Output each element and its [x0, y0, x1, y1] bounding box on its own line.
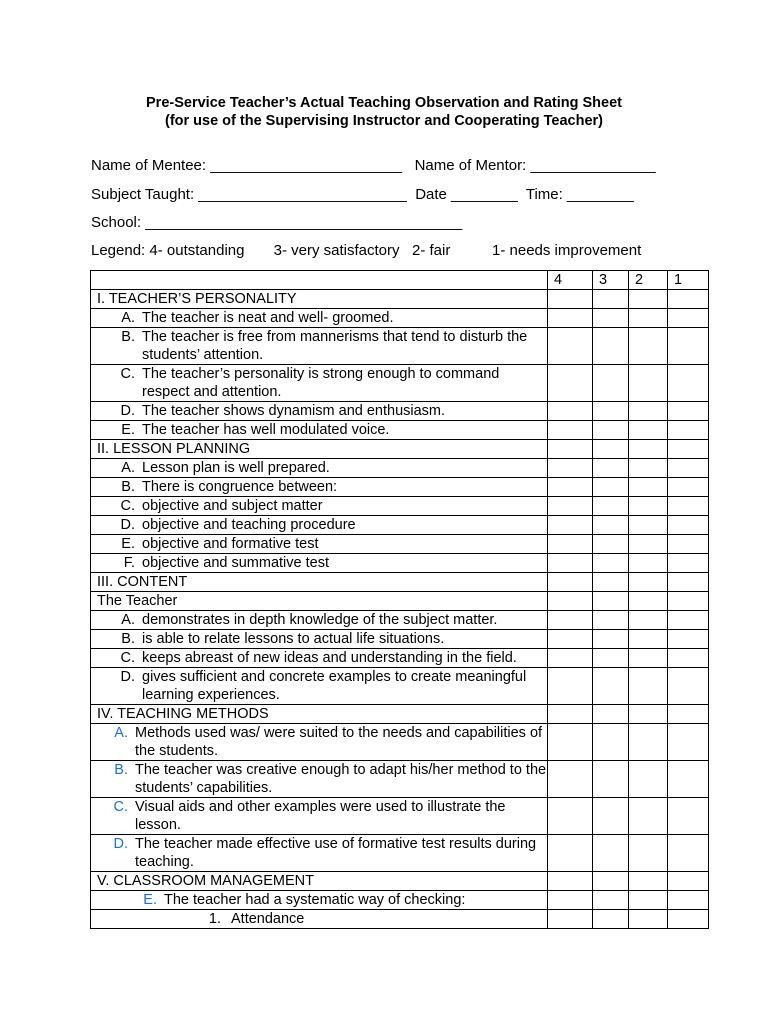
criteria-text: gives sufficient and concrete examples to create meaningful learning experiences.: [142, 669, 527, 703]
score-cell-4[interactable]: [548, 798, 593, 835]
score-cell-3[interactable]: [593, 649, 629, 668]
score-cell-4[interactable]: [548, 459, 593, 478]
score-cell-1[interactable]: [668, 365, 709, 402]
score-cell-2[interactable]: [629, 421, 668, 440]
criteria-cell: [91, 478, 548, 497]
criteria-text: There is congruence between:: [142, 479, 338, 495]
criteria-item: [97, 497, 547, 515]
score-cell-1[interactable]: [668, 573, 709, 592]
item-marker: C.: [120, 366, 135, 382]
table-row: [91, 309, 709, 328]
score-cell-1[interactable]: [668, 705, 709, 724]
title-line-2: (for use of the Supervising Instructor and Cooperating Teacher): [164, 113, 603, 129]
criteria-text: demonstrates in depth knowledge of the subject matter.: [142, 612, 498, 628]
item-marker: B.: [121, 479, 135, 495]
item-marker: A.: [121, 612, 135, 628]
score-cell-4[interactable]: [548, 290, 593, 309]
score-cell-1[interactable]: [668, 421, 709, 440]
score-cell-2[interactable]: [629, 554, 668, 573]
table-row: [91, 535, 709, 554]
score-cell-4[interactable]: [548, 554, 593, 573]
score-cell-3[interactable]: [593, 290, 629, 309]
table-header-row: [91, 271, 709, 290]
criteria-text: Lesson plan is well prepared.: [142, 460, 330, 476]
criteria-item: [97, 478, 547, 496]
criteria-cell: [91, 402, 548, 421]
header-score-2: 2: [629, 271, 668, 290]
score-cell-3[interactable]: [593, 365, 629, 402]
score-cell-4[interactable]: [548, 705, 593, 724]
item-marker: D.: [120, 669, 135, 685]
criteria-cell: [91, 891, 548, 910]
criteria-text: The teacher is free from mannerisms that tend to disturb the students’ attention.: [142, 329, 528, 363]
score-cell-3[interactable]: [593, 421, 629, 440]
score-cell-3[interactable]: [593, 516, 629, 535]
criteria-text: Attendance: [231, 911, 305, 927]
score-cell-2[interactable]: [629, 611, 668, 630]
section-row: [91, 872, 709, 891]
score-cell-1[interactable]: [668, 328, 709, 365]
criteria-text: objective and teaching procedure: [142, 517, 356, 533]
score-cell-1[interactable]: [668, 402, 709, 421]
score-cell-2[interactable]: [629, 668, 668, 705]
criteria-text: Methods used was/ were suited to the needs and capabilities of the students.: [135, 725, 543, 759]
criteria-item: [97, 611, 547, 629]
criteria-item: [97, 798, 547, 834]
criteria-text: The teacher was creative enough to adapt his/her method to the students’ capabilities.: [135, 762, 547, 796]
table-row: [91, 459, 709, 478]
table-row: [91, 724, 709, 761]
score-cell-2[interactable]: [629, 891, 668, 910]
criteria-cell: [91, 798, 548, 835]
criteria-item: [97, 516, 547, 534]
score-cell-2[interactable]: [629, 478, 668, 497]
criteria-item: [97, 835, 547, 871]
score-cell-4[interactable]: [548, 421, 593, 440]
section-row: [91, 573, 709, 592]
score-cell-3[interactable]: [593, 535, 629, 554]
score-cell-4[interactable]: [548, 630, 593, 649]
score-cell-4[interactable]: [548, 724, 593, 761]
score-cell-3[interactable]: [593, 724, 629, 761]
criteria-cell: [91, 365, 548, 402]
criteria-text: The Teacher: [97, 593, 178, 609]
score-cell-1[interactable]: [668, 630, 709, 649]
score-cell-4[interactable]: [548, 478, 593, 497]
score-cell-2[interactable]: [629, 290, 668, 309]
score-cell-4[interactable]: [548, 535, 593, 554]
table-row: [91, 497, 709, 516]
document-title: [0, 94, 768, 130]
header-score-3: 3: [593, 271, 629, 290]
criteria-text: The teacher made effective use of formative test results during teaching.: [135, 836, 537, 870]
criteria-cell: [91, 309, 548, 328]
score-cell-4[interactable]: [548, 309, 593, 328]
score-cell-3[interactable]: [593, 328, 629, 365]
section-heading: III. CONTENT: [97, 574, 188, 590]
score-cell-2[interactable]: [629, 497, 668, 516]
score-cell-4[interactable]: [548, 573, 593, 592]
criteria-text: Visual aids and other examples were used to illustrate the lesson.: [135, 799, 506, 833]
score-cell-4[interactable]: [548, 328, 593, 365]
criteria-cell: [91, 668, 548, 705]
criteria-item: [97, 328, 547, 364]
score-cell-1[interactable]: [668, 668, 709, 705]
score-cell-4[interactable]: [548, 365, 593, 402]
criteria-cell: [91, 554, 548, 573]
criteria-cell: [91, 421, 548, 440]
score-cell-2[interactable]: [629, 724, 668, 761]
score-cell-1[interactable]: [668, 592, 709, 611]
title-line-1: Pre-Service Teacher’s Actual Teaching Observation and Rating Sheet: [146, 95, 622, 111]
score-cell-1[interactable]: [668, 535, 709, 554]
score-cell-4[interactable]: [548, 910, 593, 929]
criteria-item: [97, 630, 547, 648]
table-row: [91, 365, 709, 402]
score-cell-2[interactable]: [629, 573, 668, 592]
score-cell-1[interactable]: [668, 440, 709, 459]
item-marker: B.: [121, 329, 135, 345]
score-cell-3[interactable]: [593, 630, 629, 649]
item-marker: C.: [120, 498, 135, 514]
legend: Legend: 4- outstanding 3- very satisfactory 2- fair 1- needs improvement: [91, 242, 642, 259]
criteria-item: [97, 724, 547, 760]
score-cell-4[interactable]: [548, 592, 593, 611]
item-marker: E.: [143, 892, 157, 908]
score-cell-4[interactable]: [548, 649, 593, 668]
criteria-item: [97, 365, 547, 401]
table-row: [91, 910, 709, 929]
table-row: [91, 328, 709, 365]
item-marker: B.: [114, 762, 128, 778]
school-line[interactable]: School: ______________________________________: [91, 214, 463, 231]
score-cell-2[interactable]: [629, 309, 668, 328]
criteria-item: [97, 402, 547, 420]
criteria-item: [97, 535, 547, 553]
section-row: [91, 440, 709, 459]
score-cell-2[interactable]: [629, 592, 668, 611]
score-cell-3[interactable]: [593, 872, 629, 891]
score-cell-3[interactable]: [593, 402, 629, 421]
score-cell-2[interactable]: [629, 365, 668, 402]
table-row: [91, 421, 709, 440]
score-cell-4[interactable]: [548, 835, 593, 872]
table-row: [91, 611, 709, 630]
section-heading: IV. TEACHING METHODS: [97, 706, 269, 722]
score-cell-4[interactable]: [548, 891, 593, 910]
criteria-text: objective and subject matter: [142, 498, 323, 514]
criteria-text: The teacher is neat and well- groomed.: [142, 310, 394, 326]
item-marker: F.: [123, 555, 135, 571]
table-row: [91, 516, 709, 535]
table-row: [91, 478, 709, 497]
score-cell-1[interactable]: [668, 872, 709, 891]
criteria-item: [97, 910, 547, 928]
score-cell-3[interactable]: [593, 798, 629, 835]
item-marker: A.: [121, 310, 135, 326]
score-cell-4[interactable]: [548, 872, 593, 891]
subject-date-time-line[interactable]: Subject Taught: _________________________ Date ________ Time: ________: [91, 186, 634, 203]
criteria-cell: [91, 328, 548, 365]
criteria-item: [97, 761, 547, 797]
score-cell-4[interactable]: [548, 761, 593, 798]
criteria-cell: [91, 573, 548, 592]
score-cell-2[interactable]: [629, 459, 668, 478]
score-cell-2[interactable]: [629, 835, 668, 872]
section-row: [91, 705, 709, 724]
score-cell-2[interactable]: [629, 535, 668, 554]
criteria-item: [97, 459, 547, 477]
item-marker: B.: [121, 631, 135, 647]
item-marker: D.: [113, 836, 128, 852]
score-cell-1[interactable]: [668, 798, 709, 835]
criteria-cell: [91, 459, 548, 478]
criteria-cell: [91, 872, 548, 891]
rating-table: [90, 270, 709, 929]
item-marker: D.: [120, 403, 135, 419]
criteria-text: The teacher’s personality is strong enough to command respect and attention.: [142, 366, 500, 400]
header-criteria: [91, 271, 548, 290]
table-row: [91, 798, 709, 835]
score-cell-1[interactable]: [668, 910, 709, 929]
score-cell-2[interactable]: [629, 516, 668, 535]
criteria-cell: [91, 835, 548, 872]
table-row: [91, 891, 709, 910]
score-cell-2[interactable]: [629, 761, 668, 798]
score-cell-3[interactable]: [593, 478, 629, 497]
table-row: [91, 761, 709, 798]
score-cell-1[interactable]: [668, 478, 709, 497]
section-row: [91, 290, 709, 309]
score-cell-1[interactable]: [668, 554, 709, 573]
item-marker: A.: [114, 725, 128, 741]
score-cell-2[interactable]: [629, 440, 668, 459]
score-cell-3[interactable]: [593, 668, 629, 705]
criteria-item: [97, 554, 547, 572]
score-cell-3[interactable]: [593, 497, 629, 516]
criteria-cell: [91, 535, 548, 554]
item-marker: A.: [121, 460, 135, 476]
score-cell-3[interactable]: [593, 459, 629, 478]
score-cell-4[interactable]: [548, 516, 593, 535]
score-cell-3[interactable]: [593, 573, 629, 592]
criteria-cell: [91, 910, 548, 929]
score-cell-3[interactable]: [593, 910, 629, 929]
score-cell-4[interactable]: [548, 440, 593, 459]
score-cell-1[interactable]: [668, 497, 709, 516]
criteria-item: [97, 668, 547, 704]
score-cell-2[interactable]: [629, 910, 668, 929]
score-cell-1[interactable]: [668, 309, 709, 328]
score-cell-3[interactable]: [593, 440, 629, 459]
criteria-item: [97, 309, 547, 327]
criteria-text: The teacher had a systematic way of checking:: [164, 892, 466, 908]
criteria-cell: [91, 440, 548, 459]
score-cell-1[interactable]: [668, 649, 709, 668]
criteria-text: objective and summative test: [142, 555, 329, 571]
table-row: [91, 630, 709, 649]
criteria-text: The teacher shows dynamism and enthusiasm.: [142, 403, 446, 419]
item-marker: C.: [113, 799, 128, 815]
criteria-item: [97, 421, 547, 439]
score-cell-3[interactable]: [593, 554, 629, 573]
criteria-cell: [91, 630, 548, 649]
criteria-item: [97, 891, 547, 909]
header-score-4: 4: [548, 271, 593, 290]
score-cell-2[interactable]: [629, 630, 668, 649]
score-cell-3[interactable]: [593, 835, 629, 872]
item-marker: E.: [121, 536, 135, 552]
table-row: [91, 668, 709, 705]
score-cell-2[interactable]: [629, 328, 668, 365]
criteria-cell: [91, 724, 548, 761]
score-cell-1[interactable]: [668, 611, 709, 630]
score-cell-3[interactable]: [593, 891, 629, 910]
criteria-cell: [91, 290, 548, 309]
section-heading: II. LESSON PLANNING: [97, 441, 251, 457]
mentee-mentor-line[interactable]: Name of Mentee: _______________________ Name of Mentor: _______________: [91, 157, 656, 174]
criteria-cell: [91, 705, 548, 724]
table-row: [91, 649, 709, 668]
section-heading: V. CLASSROOM MANAGEMENT: [97, 873, 315, 889]
score-cell-1[interactable]: [668, 835, 709, 872]
criteria-text: objective and formative test: [142, 536, 319, 552]
table-row: [91, 592, 709, 611]
criteria-item: [97, 649, 547, 667]
criteria-cell: [91, 611, 548, 630]
score-cell-2[interactable]: [629, 649, 668, 668]
criteria-text: The teacher has well modulated voice.: [142, 422, 390, 438]
item-marker: C.: [120, 650, 135, 666]
score-cell-3[interactable]: [593, 309, 629, 328]
table-body: [91, 290, 709, 929]
section-heading: I. TEACHER’S PERSONALITY: [97, 291, 297, 307]
item-marker: E.: [121, 422, 135, 438]
table-row: [91, 402, 709, 421]
score-cell-4[interactable]: [548, 611, 593, 630]
criteria-text: is able to relate lessons to actual life situations.: [142, 631, 445, 647]
item-marker: 1.: [208, 911, 221, 927]
criteria-text: keeps abreast of new ideas and understanding in the field.: [142, 650, 517, 666]
score-cell-1[interactable]: [668, 761, 709, 798]
table-row: [91, 835, 709, 872]
score-cell-2[interactable]: [629, 872, 668, 891]
criteria-cell: [91, 497, 548, 516]
score-cell-1[interactable]: [668, 724, 709, 761]
score-cell-2[interactable]: [629, 798, 668, 835]
score-cell-2[interactable]: [629, 705, 668, 724]
score-cell-3[interactable]: [593, 761, 629, 798]
score-cell-1[interactable]: [668, 290, 709, 309]
criteria-cell: [91, 761, 548, 798]
score-cell-2[interactable]: [629, 402, 668, 421]
score-cell-3[interactable]: [593, 592, 629, 611]
table-row: [91, 554, 709, 573]
score-cell-1[interactable]: [668, 516, 709, 535]
score-cell-4[interactable]: [548, 402, 593, 421]
score-cell-1[interactable]: [668, 459, 709, 478]
score-cell-3[interactable]: [593, 705, 629, 724]
item-marker: D.: [120, 517, 135, 533]
score-cell-3[interactable]: [593, 611, 629, 630]
score-cell-4[interactable]: [548, 497, 593, 516]
criteria-cell: [91, 592, 548, 611]
score-cell-1[interactable]: [668, 891, 709, 910]
score-cell-4[interactable]: [548, 668, 593, 705]
header-score-1: 1: [668, 271, 709, 290]
criteria-cell: [91, 649, 548, 668]
criteria-cell: [91, 516, 548, 535]
